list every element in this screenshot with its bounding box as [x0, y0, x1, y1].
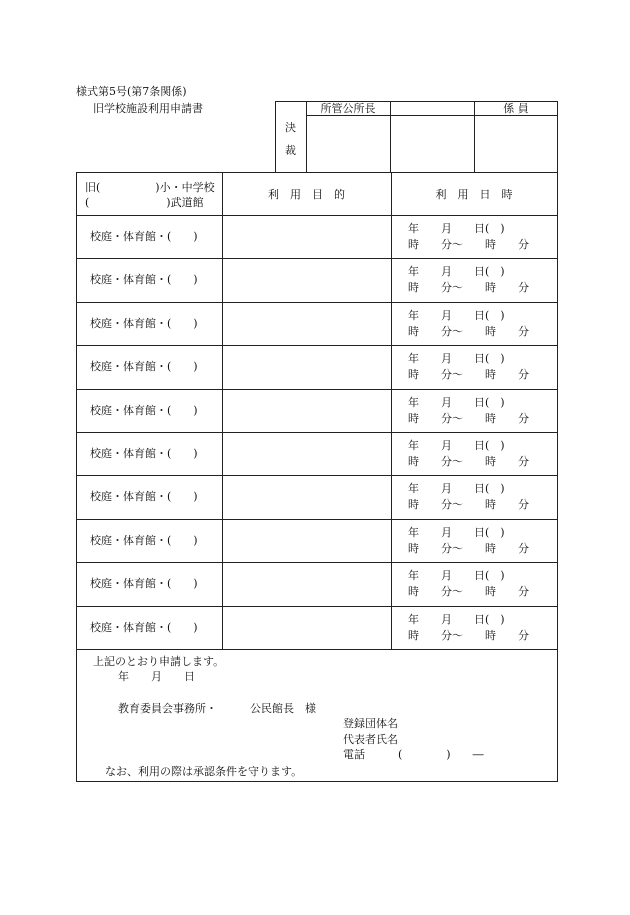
facility-label: 校庭・体育館・( )	[90, 621, 198, 634]
facility-label: 校庭・体育館・( )	[90, 273, 198, 286]
header-datetime: 利 用 日 時	[435, 188, 513, 201]
date-line: 年 月 日( )	[408, 613, 505, 626]
purpose-field[interactable]	[223, 607, 390, 648]
purpose-field[interactable]	[223, 476, 390, 517]
representative-label: 代表者氏名	[343, 733, 398, 746]
time-line: 時 分〜 時 分	[408, 629, 529, 642]
purpose-field[interactable]	[223, 303, 390, 344]
time-line: 時 分〜 時 分	[408, 585, 529, 598]
time-line: 時 分〜 時 分	[408, 412, 529, 425]
header-school-line1: 旧( )小・中学校	[85, 181, 215, 194]
purpose-field[interactable]	[223, 433, 390, 474]
org-name-label: 登録団体名	[343, 717, 398, 730]
time-line: 時 分〜 時 分	[408, 238, 529, 251]
approval-chief-header: 所管公所長	[320, 102, 376, 115]
approval-label-1: 決	[285, 121, 296, 134]
facility-label: 校庭・体育館・( )	[90, 490, 198, 503]
approval-label-2: 裁	[285, 144, 296, 157]
time-line: 時 分〜 時 分	[408, 325, 529, 338]
facility-label: 校庭・体育館・( )	[90, 534, 198, 547]
time-line: 時 分〜 時 分	[408, 455, 529, 468]
date-line: 年 月 日( )	[408, 265, 505, 278]
purpose-field[interactable]	[223, 520, 390, 561]
purpose-field[interactable]	[223, 216, 390, 257]
time-line: 時 分〜 時 分	[408, 368, 529, 381]
addressee: 教育委員会事務所・ 公民館長 様	[118, 702, 316, 715]
purpose-field[interactable]	[223, 259, 390, 300]
date-line: 年 月 日( )	[408, 309, 505, 322]
facility-label: 校庭・体育館・( )	[90, 447, 198, 460]
time-line: 時 分〜 時 分	[408, 498, 529, 511]
date-line: 年 月 日( )	[408, 439, 505, 452]
form-title: 旧学校施設利用申請書	[93, 102, 203, 115]
application-date: 年 月 日	[118, 670, 195, 683]
date-line: 年 月 日( )	[408, 352, 505, 365]
purpose-field[interactable]	[223, 346, 390, 387]
facility-label: 校庭・体育館・( )	[90, 577, 198, 590]
date-line: 年 月 日( )	[408, 569, 505, 582]
application-statement: 上記のとおり申請します。	[93, 655, 225, 668]
date-line: 年 月 日( )	[408, 396, 505, 409]
approval-staff-header: 係 員	[503, 102, 529, 115]
facility-label: 校庭・体育館・( )	[90, 360, 198, 373]
time-line: 時 分〜 時 分	[408, 281, 529, 294]
facility-label: 校庭・体育館・( )	[90, 317, 198, 330]
time-line: 時 分〜 時 分	[408, 542, 529, 555]
header-school-line2: ( )武道館	[85, 196, 204, 209]
date-line: 年 月 日( )	[408, 222, 505, 235]
purpose-field[interactable]	[223, 563, 390, 604]
purpose-field[interactable]	[223, 390, 390, 431]
phone-label: 電話 ( ) ―	[343, 748, 484, 761]
date-line: 年 月 日( )	[408, 482, 505, 495]
facility-label: 校庭・体育館・( )	[90, 230, 198, 243]
facility-label: 校庭・体育館・( )	[90, 404, 198, 417]
form-number: 様式第5号(第7条関係)	[76, 85, 187, 98]
approval-conditions-note: なお、利用の際は承認条件を守ります。	[105, 765, 303, 778]
date-line: 年 月 日( )	[408, 526, 505, 539]
header-purpose: 利 用 目 的	[268, 188, 345, 201]
